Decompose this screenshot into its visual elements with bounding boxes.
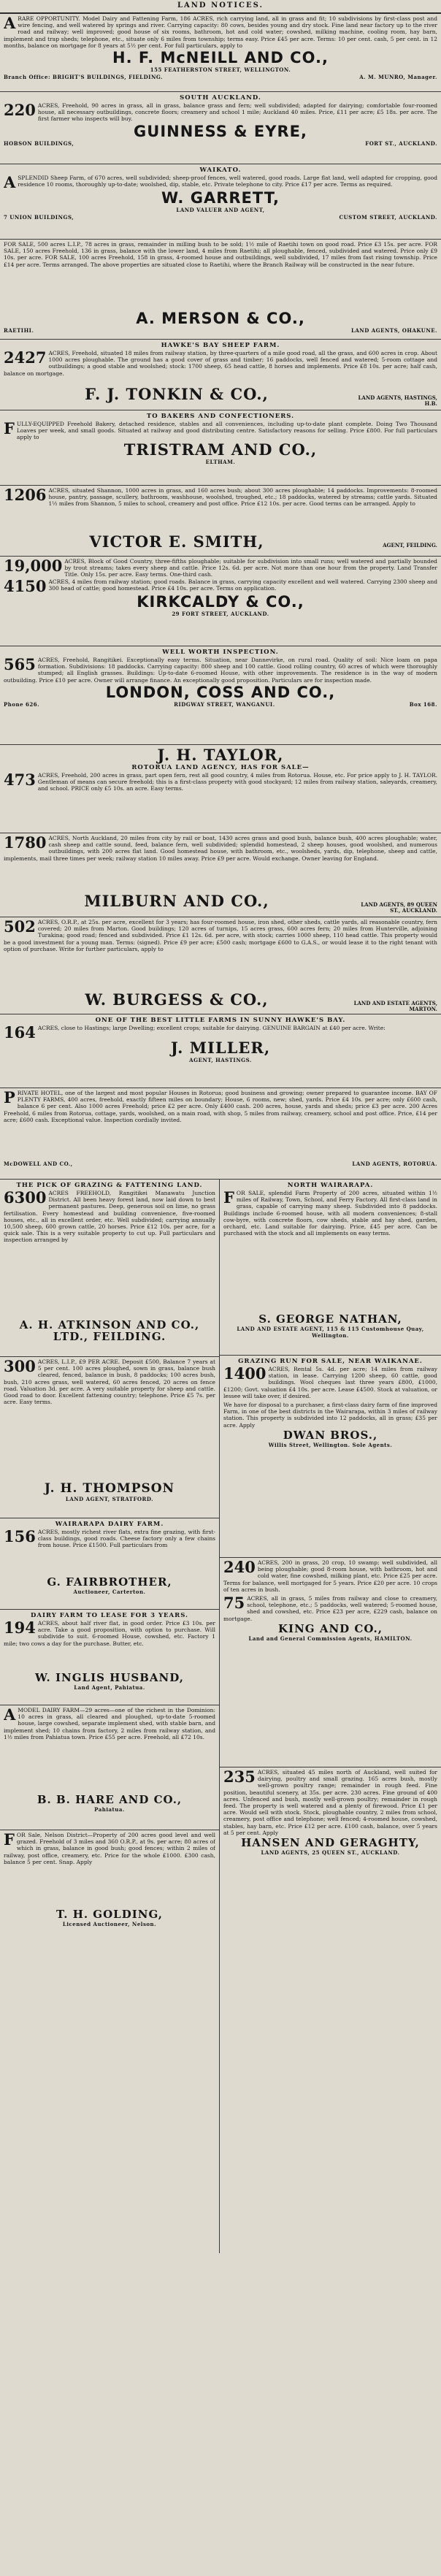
advertiser-name: B. B. HARE AND CO.,	[37, 1793, 183, 1806]
advertisement-london-coss: WELL WORTH INSPECTION. 565 ACRES, Freehold, Rangitikei. Exceptionally easy terms. Situation, near Dannevirke, on rural road. Quality of soil: Nice loam on papa formation. Subdivisions: 18 paddocks. Carrying capacity: 800 sheep and 100 cattle. Good rolling country, 60 acres of which were thoroughly stumped; all English grasses. Buildings: Up-to-date 6-roomed House, with other improvements. The residence is in the way of modern outbuilding. Price £10 per acre. Owner will arrange finance. An exceptionally good proposition. Particulars are for inspection made. LONDON, COSS AND CO., Phone 626. RIDGWAY STREET, WANGANUI. Box 168.	[0, 646, 441, 745]
advertisement-nathan: NORTH WAIRARAPA. FOR SALE, splendid Farm Property of 200 acres, situated within 1½ miles of Railway, Town, School, and Ferry Factory. All first-class land in grass, capable of carrying many sheep. Subdivided into 8 paddocks. Buildings include 6-roomed house, with all modern conveniences; 8-stall cow-byre, with concrete floors, cow sheds, stable and hay shed, garden, orchard, etc. Land suitable for dairying. Price, £45 per acre. Can be purchased with the stock and all implements on easy terms. S. GEORGE NATHAN, LAND AND ESTATE AGENT, 115 & 115 Customhouse Quay, Wellington.	[220, 1180, 441, 1356]
ad-heading: WAIKATO.	[199, 167, 242, 174]
advertisement-dwan: GRAZING RUN FOR SALE, NEAR WAIKANAE. 1400 ACRES, Rental 5s. 4d. per acre; 14 miles from railway station, in lease. Carrying 1200 sheep, 60 cattle, good buildings. Wool cheques last three years £800, £1000, £1200; Govt. valuation £4 10s. per acre. Lease £4500. Stock at valuation, or lessee will take over, if desired. We have for disposal to a purchaser, a first-class dairy farm of fine improved Farm, in one of the best districts in the Wairarapa, within 3 miles of railway station. This property is subdivided into 12 paddocks, all in grass; £35 per acre. Apply DWAN BROS., Willis Street, Wellington. Sole Agents.	[220, 1356, 441, 1558]
section-masthead: LAND NOTICES.	[0, 0, 441, 14]
ad-heading: SOUTH AUCKLAND.	[180, 94, 261, 102]
ad-body: 240 ACRES, 200 in grass, 20 crop, 10 swamp; well subdivided, all being ploughable; good 8-room house, with bathroom, hot and cold water, fine cowshed, milking plant, etc. Price £25 per acre. Terms for balance, well mortgaged for 5 years. Price £20 per acre. 10 crops of ten acres in bush.	[223, 1559, 437, 1593]
advertiser-name: J. H. TAYLOR,	[157, 746, 284, 764]
left-column	[0, 1180, 220, 2253]
ad-heading: WELL WORTH INSPECTION.	[162, 649, 279, 656]
right-column	[220, 1180, 441, 2253]
ad-body: ASPLENDID Sheep Farm, of 670 acres, well subdivided; sheep-proof fences, well watered, good roads. Large flat land, well adapted for cropping, good residence 10 rooms, thoroughly up-to-date; woolshed, dip, stable, etc. Private telephone to city. Price £17 per acre. Terms as required.	[4, 175, 437, 189]
advertisement-guinness-eyre: SOUTH AUCKLAND. 220 ACRES, Freehold, 90 acres in grass, all in grass, balance grass and fern; well subdivided; adapted for dairying; comfortable four-roomed house, all necessary outbuildings, concrete floors; creamery and school 1 mile; Auckland 40 miles. Price, £11 per acre; £5 18s. per acre. The first farmer who inspects will buy. GUINNESS & EYRE, HOBSON BUILDINGS, FORT ST., AUCKLAND.	[0, 92, 441, 164]
ad-body: 1780 ACRES, North Auckland, 20 miles from city by rail or boat, 1430 acres grass and good bush, balance bush, 400 acres ploughable; water, cash sheep and cattle sound, feed, balance fern, well subdivided; splendid homestead, 2 sheep houses, good woolshed, and numerous outbuildings, with 200 acres flat land. Good homestead house, with bathroom, etc., woolsheds, yards, dip, telephone, sheep and cattle, implements, mail three times per week; railway station 10 miles away. Price £9 per acre. Would exchange. Owner leaving for England.	[4, 835, 437, 862]
ad-body: 6300 ACRES FREEHOLD, Rangitikei Manawatu Junction District. All been heavy forest land, now laid down to best permanent pastures. Deep, generous soil on lime, no grass fertilisation. Every homestead and building convenience, five-roomed houses, etc., all in excellent order, etc. Well subdivided; carrying annually 10,500 sheep, 600 grown cattle, 20 horses. Price £12 10s. per acre, for a quick sale. This is a very suitable property to cut up. Full particulars and inspection arranged by	[4, 1190, 215, 1244]
ad-body: 19,000 ACRES, Block of Good Country, three-fifths ploughable; suitable for subdivision into small runs; well watered and partially bounded by trout streams; takes every sheep and cattle. Price 12s. 6d. per acre. Not more than one hour from the property. Land Transfer Title. Only 15s. per acre. Easy terms. One-third cash.	[4, 558, 437, 578]
ad-body: 235 ACRES, situated 45 miles north of Auckland, well suited for dairying, poultry and small grazing. 165 acres bush, mostly well-grown poultry range; remainder in rough feed. Fine position, beautiful scenery, at 35s. per acre. 230 acres. Fine ground of 400 acres. Unfenced and bush, mostly well-grown poultry; remainder in rough feed. The property is well watered and a plenty of firewood. Price £1 per acre. Would sell with stock. Stock, ploughable country, 2 miles from school, creamery, post office and telephone; well fenced; 4-roomed house, cowshed, stables, hay barn, etc. Price £12 per acre. £100 cash, balance, over 5 years at 5 per cent. Apply	[223, 1769, 437, 1836]
advertiser-name: HANSEN AND GERAGHTY,	[241, 1836, 420, 1850]
ad-heading: ONE OF THE BEST LITTLE FARMS IN SUNNY HAWKE'S BAY.	[95, 1017, 346, 1024]
advertisement-burgess: 502 ACRES, O.R.P., at 25s. per acre, excellent for 3 years; has four-roomed house, iron shed, other sheds, cattle yards, all reasonable country, fern covered; 20 miles from Marton. Good buildings; 120 acres of turnips, 15 acres grass, 600 acres fern; 20 miles from Hunterville, adjoining Turakina; good road; fenced and subdivided. Price £1 12s. 6d. per acre, with stock; carries 1000 sheep, 110 head cattle. This property would be a good investment for a young man. Terms: (signed). Price £9 per acre; £500 cash; mortgage £600 to G.A.S., or would lease it to the right tenant with option of purchase. Write for further particulars, apply to W. BURGESS & CO., LAND AND ESTATE AGENTS, MARTON.	[0, 917, 441, 1014]
manager: A. M. MUNRO, Manager.	[359, 74, 437, 81]
ad-body: 1206 ACRES, situated Shannon, 1000 acres in grass, and 160 acres bush; about 300 acres ploughable; 14 paddocks. Improvements: 8-roomed house, pantry, passage, scullery, bathroom, washhouse, woolshed, troughed, etc.; 18 paddocks, watered by streams; cattle yards. Situated 1½ miles from Shannon, 5 miles to school, creamery and post office. Price £12 10s. per acre. Good terms can be arranged. Apply to	[4, 487, 437, 508]
ad-body: FOR SALE, splendid Farm Property of 200 acres, situated within 1½ miles of Railway, Town, School, and Ferry Factory. All first-class land in grass, capable of carrying many sheep. Subdivided into 8 paddocks. Buildings include 6-roomed house, with all modern conveniences; 8-stall cow-byre, with concrete floors, cow sheds, stable and hay shed, garden, orchard, etc. Land suitable for dairying. Price, £45 per acre. Can be purchased with the stock and all implements on easy terms.	[223, 1190, 437, 1237]
advertiser-name: H. F. McNEILL AND CO.,	[112, 49, 329, 67]
advertisement-atkinson: THE PICK OF GRAZING & FATTENING LAND. 6300 ACRES FREEHOLD, Rangitikei Manawatu Junction District. All been heavy forest land, now laid down to best permanent pastures. Deep, generous soil on lime, no grass fertilisation. Every homestead and building convenience, five-roomed houses, etc., all in excellent order, etc. Well subdivided; carrying annually 10,500 sheep, 600 grown cattle, 20 horses. Price £12 10s. per acre, for a quick sale. This is a very suitable property to cut up. Full particulars and inspection arranged by A. H. ATKINSON AND CO., LTD., FEILDING.	[0, 1180, 219, 1357]
advertisement-mcneill	[0, 14, 441, 92]
advertiser-name: W. GARRETT,	[161, 189, 280, 207]
ad-body: 194 ACRES, about half river flat, in good order. Price £3 10s. per acre. Take a good proposition, with option to purchase. Will subdivide to suit. 6-roomed House, cowshed, etc. Factory 1 mile; two cows a day for the purchase. Butter, etc.	[4, 1620, 215, 1647]
ad-heading: TO BAKERS AND CONFECTIONERS.	[146, 413, 295, 420]
ad-body: FOR Sale, Nelson District—Property of 200 acres good level and well grazed. Freehold of 3 miles and 360 O.R.P., at 9s. per acre; 80 acres of which in grass, balance in good bush; good fences; within 2 miles of railway, post office, creamery, etc. Price for the whole £1000. £300 cash, balance 5 per cent. Snap. Apply	[4, 1832, 215, 1865]
advertisement-tonkin: HAWKE'S BAY SHEEP FARM. 2427 ACRES, Freehold, situated 18 miles from railway station, by three-quarters of a mile good road, all the grass, and 600 acres in crop. About 1000 acres ploughable. The ground has a good cover of grass and timber; 16 paddocks, well fenced and watered; 5-room cottage and outbuildings; a good stable and woolshed; stock: 1700 sheep, 65 head cattle, 8 horses and implements. Price £8 10s. per acre; half cash, balance on mortgage. F. J. TONKIN & CO., LAND AGENTS, HASTINGS, H.B.	[0, 340, 441, 410]
advertisement-king: 240 ACRES, 200 in grass, 20 crop, 10 swamp; well subdivided, all being ploughable; good 8-room house, with bathroom, hot and cold water, fine cowshed, milking plant, etc. Price £25 per acre. Terms for balance, well mortgaged for 5 years. Price £20 per acre. 10 crops of ten acres in bush. 75 ACRES, all in grass, 5 miles from railway and close to creamery, school, telephone, etc.; 5 paddocks, well watered; 5-roomed house, shed and cowshed, etc. Price £23 per acre, £229 cash, balance on mortgage. KING AND CO., Land and General Commission Agents, HAMILTON.	[220, 1558, 441, 1767]
branch-office: Branch Office: BRIGHT'S BUILDINGS, FIELDING.	[4, 74, 164, 81]
advertisement-miller: ONE OF THE BEST LITTLE FARMS IN SUNNY HAWKE'S BAY. 164 ACRES, close to Hastings; large Dwelling; excellent crops; suitable for dairying. GENUINE BARGAIN at £40 per acre. Write: J. MILLER, AGENT, HASTINGS.	[0, 1014, 441, 1088]
advertisement-husband: DAIRY FARM TO LEASE FOR 3 YEARS. 194 ACRES, about half river flat, in good order. Price £3 10s. per acre. Take a good proposition, with option to purchase. Will subdivide to suit. 6-roomed House, cowshed, etc. Factory 1 mile; two cows a day for the purchase. Butter, etc. W. INGLIS HUSBAND, Land Agent, Pahiatua.	[0, 1610, 219, 1705]
ad-body: AMODEL DAIRY FARM—29 acres—one of the richest in the Dominion: 10 acres in grass, all cleared and ploughed, up-to-date 5-roomed house, large cowshed, separate implement shed, with stable barn, and implement shed; 10 chains from factory, 2 miles from railway station, and 1½ miles from Pahiatua town. Price £55 per acre. Freehold, all £72 10s.	[4, 1707, 215, 1740]
advertiser-name: J. MILLER,	[170, 1039, 271, 1057]
lead-initial: A	[4, 15, 16, 32]
advertiser-name: KING AND CO.,	[278, 1621, 383, 1635]
advertiser-name: VICTOR E. SMITH,	[89, 532, 264, 551]
advertiser-name: KIRKCALDY & CO.,	[137, 592, 304, 611]
advertisement-hare: AMODEL DAIRY FARM—29 acres—one of the richest in the Dominion: 10 acres in grass, all cleared and ploughed, up-to-date 5-roomed house, large cowshed, separate implement shed, with stable barn, and implement shed; 10 chains from factory, 2 miles from railway station, and 1½ miles from Pahiatua town. Price £55 per acre. Freehold, all £72 10s. B. B. HARE AND CO., Pahiatua.	[0, 1705, 219, 1830]
ad-body: ARARE OPPORTUNITY. Model Dairy and Fattening Farm, 186 ACRES, rich carrying land, all in grass and fit; 10 subdivisions by first-class post and wire fencing, and well watered by springs and river. Carrying capacity: 80 cows, besides young and dry stock. Fine land near factory up to the river road and railway; well improved; good house of six rooms, bathroom, hot and cold water; cowshed, milking machine, cooling room, hay barn, implement and trap sheds; telephone, etc., situate only 6 miles from township; terms easy. Price £45 per acre. Terms: 10 per cent. cash, 5 per cent. in 12 months, balance on mortgage for 8 years at 5½ per cent. For full particulars, apply to	[4, 15, 437, 49]
advertisement-victor-smith: 1206 ACRES, situated Shannon, 1000 acres in grass, and 160 acres bush; about 300 acres ploughable; 14 paddocks. Improvements: 8-roomed house, pantry, passage, scullery, bathroom, washhouse, woolshed, troughed, etc.; 18 paddocks, watered by streams; cattle yards. Situated 1½ miles from Shannon, 5 miles to school, creamery and post office. Price £12 10s. per acre. Good terms can be arranged. Apply to VICTOR E. SMITH, AGENT, FEILDING.	[0, 486, 441, 557]
advertiser-name: G. FAIRBROTHER,	[47, 1575, 172, 1589]
ad-body-2: 4150 ACRES, 4 miles from railway station; good roads. Balance in grass, carrying capacity excellent and well watered. Carrying 2300 sheep and 300 head of cattle; good homestead. Price £4 10s. per acre. Terms on application.	[4, 578, 437, 593]
advertisement-mcdowell: PRIVATE HOTEL, one of the largest and most popular Houses in Rotorua; good business and growing; owner prepared to guarantee income. BAY OF PLENTY FARMS, 400 acres, freehold, exactly fifteen miles on boundary; House, 6 rooms, new; shed, yards. Price £4 10s. per acre; only £600 cash, balance 6 per cent. Also 1000 acres Freehold; price £2 per acre. Only £400 cash. 200 acres, house, yards and sheds; price £3 per acre. 200 Acres Freehold, 6 miles from Rotorua, cottage, yards, woolshed, on a main road, with shop, 5 miles from railway, creamery, school and post office. Price, £14 per acre; £600 cash. Exceptional value. Inspection cordially invited. McDOWELL AND CO., LAND AGENTS, ROTORUA.	[0, 1088, 441, 1180]
advertisement-garrett: WAIKATO. ASPLENDID Sheep Farm, of 670 acres, well subdivided; sheep-proof fences, well watered, good roads. Large flat land, well adapted for cropping, good residence 10 rooms, thoroughly up-to-date; woolshed, dip, stable, etc. Private telephone to city. Price £17 per acre. Terms as required. W. GARRETT, LAND VALUER AND AGENT, 7 UNION BUILDINGS, CUSTOM STREET, AUCKLAND.	[0, 164, 441, 240]
advertisement-merson: FOR SALE, 500 acres L.I.P., 78 acres in grass, remainder in milling bush to be sold; 1½ mile of Raetihi town on good road. Price £3 15s. per acre. FOR SALE, 150 acres Freehold, 136 in grass, balance with the lower land, 4 miles from Raetihi; all ploughable, fenced, subdivided and watered. Price only £9 10s. per acre. FOR SALE, 100 acres Freehold, 158 in grass, 4-roomed house and outbuildings, well subdivided, 17 miles from fast rising township. Price £14 per acre. Terms arranged. The above properties are situated close to Raetihi, where the Branch Railway will be constructed in the near future. A. MERSON & CO., RAETIHI. LAND AGENTS, OHAKUNE.	[0, 240, 441, 340]
advertisement-fairbrother: WAIRARAPA DAIRY FARM. 156 ACRES, mostly richest river flats, extra fine grazing, with first-class buildings, good roads. Cheese factory only a few chains from house. Price £1500. Full particulars from G. FAIRBROTHER, Auctioneer, Carterton.	[0, 1518, 219, 1610]
ad-body: 2427 ACRES, Freehold, situated 18 miles from railway station, by three-quarters of a mile good road, all the grass, and 600 acres in crop. About 1000 acres ploughable. The ground has a good cover of grass and timber; 16 paddocks, well fenced and watered; 5-room cottage and outbuildings; a good stable and woolshed; stock: 1700 sheep, 65 head cattle, 8 horses and implements. Price £8 10s. per acre; half cash, balance on mortgage.	[4, 350, 437, 377]
advertiser-name: A. MERSON & CO.,	[136, 310, 305, 327]
ad-body-2: We have for disposal to a purchaser, a first-class dairy farm of fine improved Farm, in one of the best districts in the Wairarapa, within 3 miles of railway station. This property is subdivided into 12 paddocks, all in grass; £35 per acre. Apply	[223, 1402, 437, 1429]
advertiser-name: TRISTRAM AND CO.,	[123, 440, 318, 459]
advertiser-name: DWAN BROS.,	[283, 1428, 378, 1442]
ad-body-2: 75 ACRES, all in grass, 5 miles from railway and close to creamery, school, telephone, etc.; 5 paddocks, well watered; 5-roomed house, shed and cowshed, etc. Price £23 per acre, £229 cash, balance on mortgage.	[223, 1595, 437, 1622]
advertiser-name: LONDON, COSS AND CO.,	[105, 683, 336, 701]
advertiser-name: J. H. THOMPSON	[44, 1481, 175, 1496]
two-column-section	[0, 1180, 441, 2253]
ad-heading: HAWKE'S BAY SHEEP FARM.	[161, 342, 280, 349]
advertisement-golding: FOR Sale, Nelson District—Property of 200 acres good level and well grazed. Freehold of 3 miles and 360 O.R.P., at 9s. per acre; 80 acres of which in grass, balance in good bush; good fences; within 2 miles of railway, post office, creamery, etc. Price for the whole £1000. £300 cash, balance 5 per cent. Snap. Apply T. H. GOLDING, Licensed Auctioneer, Nelson.	[4, 1832, 215, 1927]
advertisement-milburn: 1780 ACRES, North Auckland, 20 miles from city by rail or boat, 1430 acres grass and good bush, balance bush, 400 acres ploughable; water, cash sheep and cattle sound, feed, balance fern, well subdivided; splendid homestead, 2 sheep houses, good woolshed, and numerous outbuildings, with 200 acres flat land. Good homestead house, with bathroom, etc., woolsheds, yards, dip, telephone, sheep and cattle, implements, mail three times per week; railway station 10 miles away. Price £9 per acre. Would exchange. Owner leaving for England. MILBURN AND CO., LAND AGENTS, 89 QUEEN ST., AUCKLAND.	[0, 833, 441, 917]
ad-heading: ROTORUA LAND AGENCY, HAS FOR SALE—	[131, 764, 310, 771]
advertisement-kirkcaldy: 19,000 ACRES, Block of Good Country, three-fifths ploughable; suitable for subdivision into small runs; well watered and partially bounded by trout streams; takes every sheep and cattle. Price 12s. 6d. per acre. Not more than one hour from the property. Land Transfer Title. Only 15s. per acre. Easy terms. One-third cash. 4150 ACRES, 4 miles from railway station; good roads. Balance in grass, carrying capacity excellent and well watered. Carrying 2300 sheep and 300 head of cattle; good homestead. Price £4 10s. per acre. Terms on application. KIRKCALDY & CO., 29 FORT STREET, AUCKLAND.	[0, 557, 441, 646]
ad-body: 164 ACRES, close to Hastings; large Dwelling; excellent crops; suitable for dairying. GENUINE BARGAIN at £40 per acre. Write:	[4, 1025, 386, 1039]
ad-body: FOR SALE, 500 acres L.I.P., 78 acres in grass, remainder in milling bush to be sold; 1½ mile of Raetihi town on good road. Price £3 15s. per acre. FOR SALE, 150 acres Freehold, 136 in grass, balance with the lower land, 4 miles from Raetihi; all ploughable, fenced, subdivided and watered. Price only £9 10s. per acre. FOR SALE, 100 acres Freehold, 158 in grass, 4-roomed house and outbuildings, well subdivided, 17 miles from fast rising township. Price £14 per acre. Terms arranged. The above properties are situated close to Raetihi, where the Branch Railway will be constructed in the near future.	[4, 241, 437, 268]
advertiser-name: McDOWELL AND CO.,	[4, 1161, 73, 1167]
advertiser-name: W. INGLIS HUSBAND,	[35, 1671, 184, 1684]
advertiser-name: T. H. GOLDING,	[56, 1908, 163, 1921]
ad-body: 502 ACRES, O.R.P., at 25s. per acre, excellent for 3 years; has four-roomed house, iron shed, other sheds, cattle yards, all reasonable country, fern covered; 20 miles from Marton. Good buildings; 120 acres of turnips, 15 acres grass, 600 acres fern; 20 miles from Hunterville, adjoining Turakina; good road; fenced and subdivided. Price £1 12s. 6d. per acre, with stock; carries 1000 sheep, 110 head cattle. This property would be a good investment for a young man. Terms: (signed). Price £9 per acre; £500 cash; mortgage £600 to G.A.S., or would lease it to the right tenant with option of purchase. Write for further particulars, apply to	[4, 919, 437, 952]
ad-body: 156 ACRES, mostly richest river flats, extra fine grazing, with first-class buildings, good roads. Cheese factory only a few chains from house. Price £1500. Full particulars from	[4, 1529, 215, 1549]
ad-body: FULLY-EQUIPPED Freehold Bakery, detached residence, stables and all conveniences, including up-to-date plant complete. Doing Two Thousand Loaves per week, and small goods. Situated at railway and good distributing centre. Satisfactory reasons for selling. Price £800. For full particulars apply to	[4, 421, 437, 441]
advertiser-name: F. J. TONKIN & CO.,	[85, 385, 269, 403]
ad-body: 565 ACRES, Freehold, Rangitikei. Exceptionally easy terms. Situation, near Dannevirke, on rural road. Quality of soil: Nice loam on papa formation. Subdivisions: 18 paddocks. Carrying capacity: 800 sheep and 100 cattle. Good rolling country, 60 acres of which were thoroughly stumped; all English grasses. Buildings: Up-to-date 6-roomed House, with other improvements. The residence is in the way of modern outbuilding. Price £10 per acre. Owner will arrange finance. An exceptionally good proposition. Particulars are for inspection made.	[4, 657, 437, 684]
advertisement-thompson: 300 ACRES, L.I.P., £9 PER ACRE. Deposit £500, Balance 7 years at 5 per cent. 100 acres ploughed, sown in grass, balance bush cleared, fenced, balance in bush, 8 paddocks; 100 acres bush, bush, 210 acres grass, well watered, 60 acres fenced, 20 acres on fence road. Valuation 3d. per acre. A very suitable property for sheep and cattle. Good road to door. Excellent fattening country; telephone. Price £5 7s. per acre. Easy terms. J. H. THOMPSON LAND AGENT, STRATFORD.	[0, 1357, 219, 1518]
advertiser-address: 155 FEATHERSTON STREET, WELLINGTON.	[150, 66, 291, 74]
advertiser-name: W. BURGESS & CO.,	[85, 990, 269, 1009]
ad-body: 220 ACRES, Freehold, 90 acres in grass, all in grass, balance grass and fern; well subdivided; adapted for dairying; comfortable four-roomed house, all necessary outbuildings, concrete floors; creamery and school 1 mile; Auckland 40 miles. Price, £11 per acre; £5 18s. per acre. The first farmer who inspects will buy.	[4, 102, 437, 123]
ad-body: 300 ACRES, L.I.P., £9 PER ACRE. Deposit £500, Balance 7 years at 5 per cent. 100 acres ploughed, sown in grass, balance bush cleared, fenced, balance in bush, 8 paddocks; 100 acres bush, bush, 210 acres grass, well watered, 60 acres fenced, 20 acres on fence road. Valuation 3d. per acre. A very suitable property for sheep and cattle. Good road to door. Excellent fattening country; telephone. Price £5 7s. per acre. Easy terms.	[4, 1358, 215, 1406]
advertiser-name: GUINNESS & EYRE,	[134, 122, 307, 140]
advertiser-name: A. H. ATKINSON AND CO., LTD., FEILDING.	[19, 1318, 200, 1343]
advertisement-taylor	[0, 745, 441, 833]
ad-body: 1400 ACRES, Rental 5s. 4d. per acre; 14 miles from railway station, in lease. Carrying 1200 sheep, 60 cattle, good buildings. Wool cheques last three years £800, £1000, £1200; Govt. valuation £4 10s. per acre. Lease £4500. Stock at valuation, or lessee will take over, if desired.	[223, 1366, 437, 1399]
advertiser-name: S. GEORGE NATHAN,	[258, 1312, 402, 1326]
advertisement-hansen-geraghty: 235 ACRES, situated 45 miles north of Auckland, well suited for dairying, poultry and small grazing. 165 acres bush, mostly well-grown poultry range; remainder in rough feed. Fine position, beautiful scenery, at 35s. per acre. 230 acres. Fine ground of 400 acres. Unfenced and bush, mostly well-grown poultry; remainder in rough feed. The property is well watered and a plenty of firewood. Price £1 per acre. Would sell with stock. Stock, ploughable country, 2 miles from school, creamery, post office and telephone; well fenced; 4-roomed house, cowshed, stables, hay barn, etc. Price £12 per acre. £100 cash, balance, over 5 years at 5 per cent. Apply HANSEN AND GERAGHTY, LAND AGENTS, 25 QUEEN ST., AUCKLAND.	[223, 1769, 437, 1857]
ad-body: 473 ACRES, Freehold, 200 acres in grass, part open fern, rest all good country, 4 miles from Rotorua. House, etc. For price apply to J. H. TAYLOR. Gentleman of means can secure freehold; this is a first-class property with good stockyard; 12 miles from railway station, saleyards, creamery, and school. PRICE only £5 10s. an acre. Easy terms.	[4, 772, 437, 792]
advertiser-name: MILBURN AND CO.,	[84, 892, 269, 910]
ad-body: PRIVATE HOTEL, one of the largest and most popular Houses in Rotorua; good business and growing; owner prepared to guarantee income. BAY OF PLENTY FARMS, 400 acres, freehold, exactly fifteen miles on boundary; House, 6 rooms, new; shed, yards. Price £4 10s. per acre; only £600 cash, balance 6 per cent. Also 1000 acres Freehold; price £2 per acre. Only £400 cash. 200 acres, house, yards and sheds; price £3 per acre. 200 Acres Freehold, 6 miles from Rotorua, cottage, yards, woolshed, on a main road, with shop, 5 miles from railway, creamery, school and post office. Price, £14 per acre; £600 cash. Exceptional value. Inspection cordially invited.	[4, 1090, 437, 1123]
advertisement-tristram: TO BAKERS AND CONFECTIONERS. FULLY-EQUIPPED Freehold Bakery, detached residence, stables and all conveniences, including up-to-date plant complete. Doing Two Thousand Loaves per week, and small goods. Situated at railway and good distributing centre. Satisfactory reasons for selling. Price £800. For full particulars apply to TRISTRAM AND CO., ELTHAM.	[0, 410, 441, 486]
